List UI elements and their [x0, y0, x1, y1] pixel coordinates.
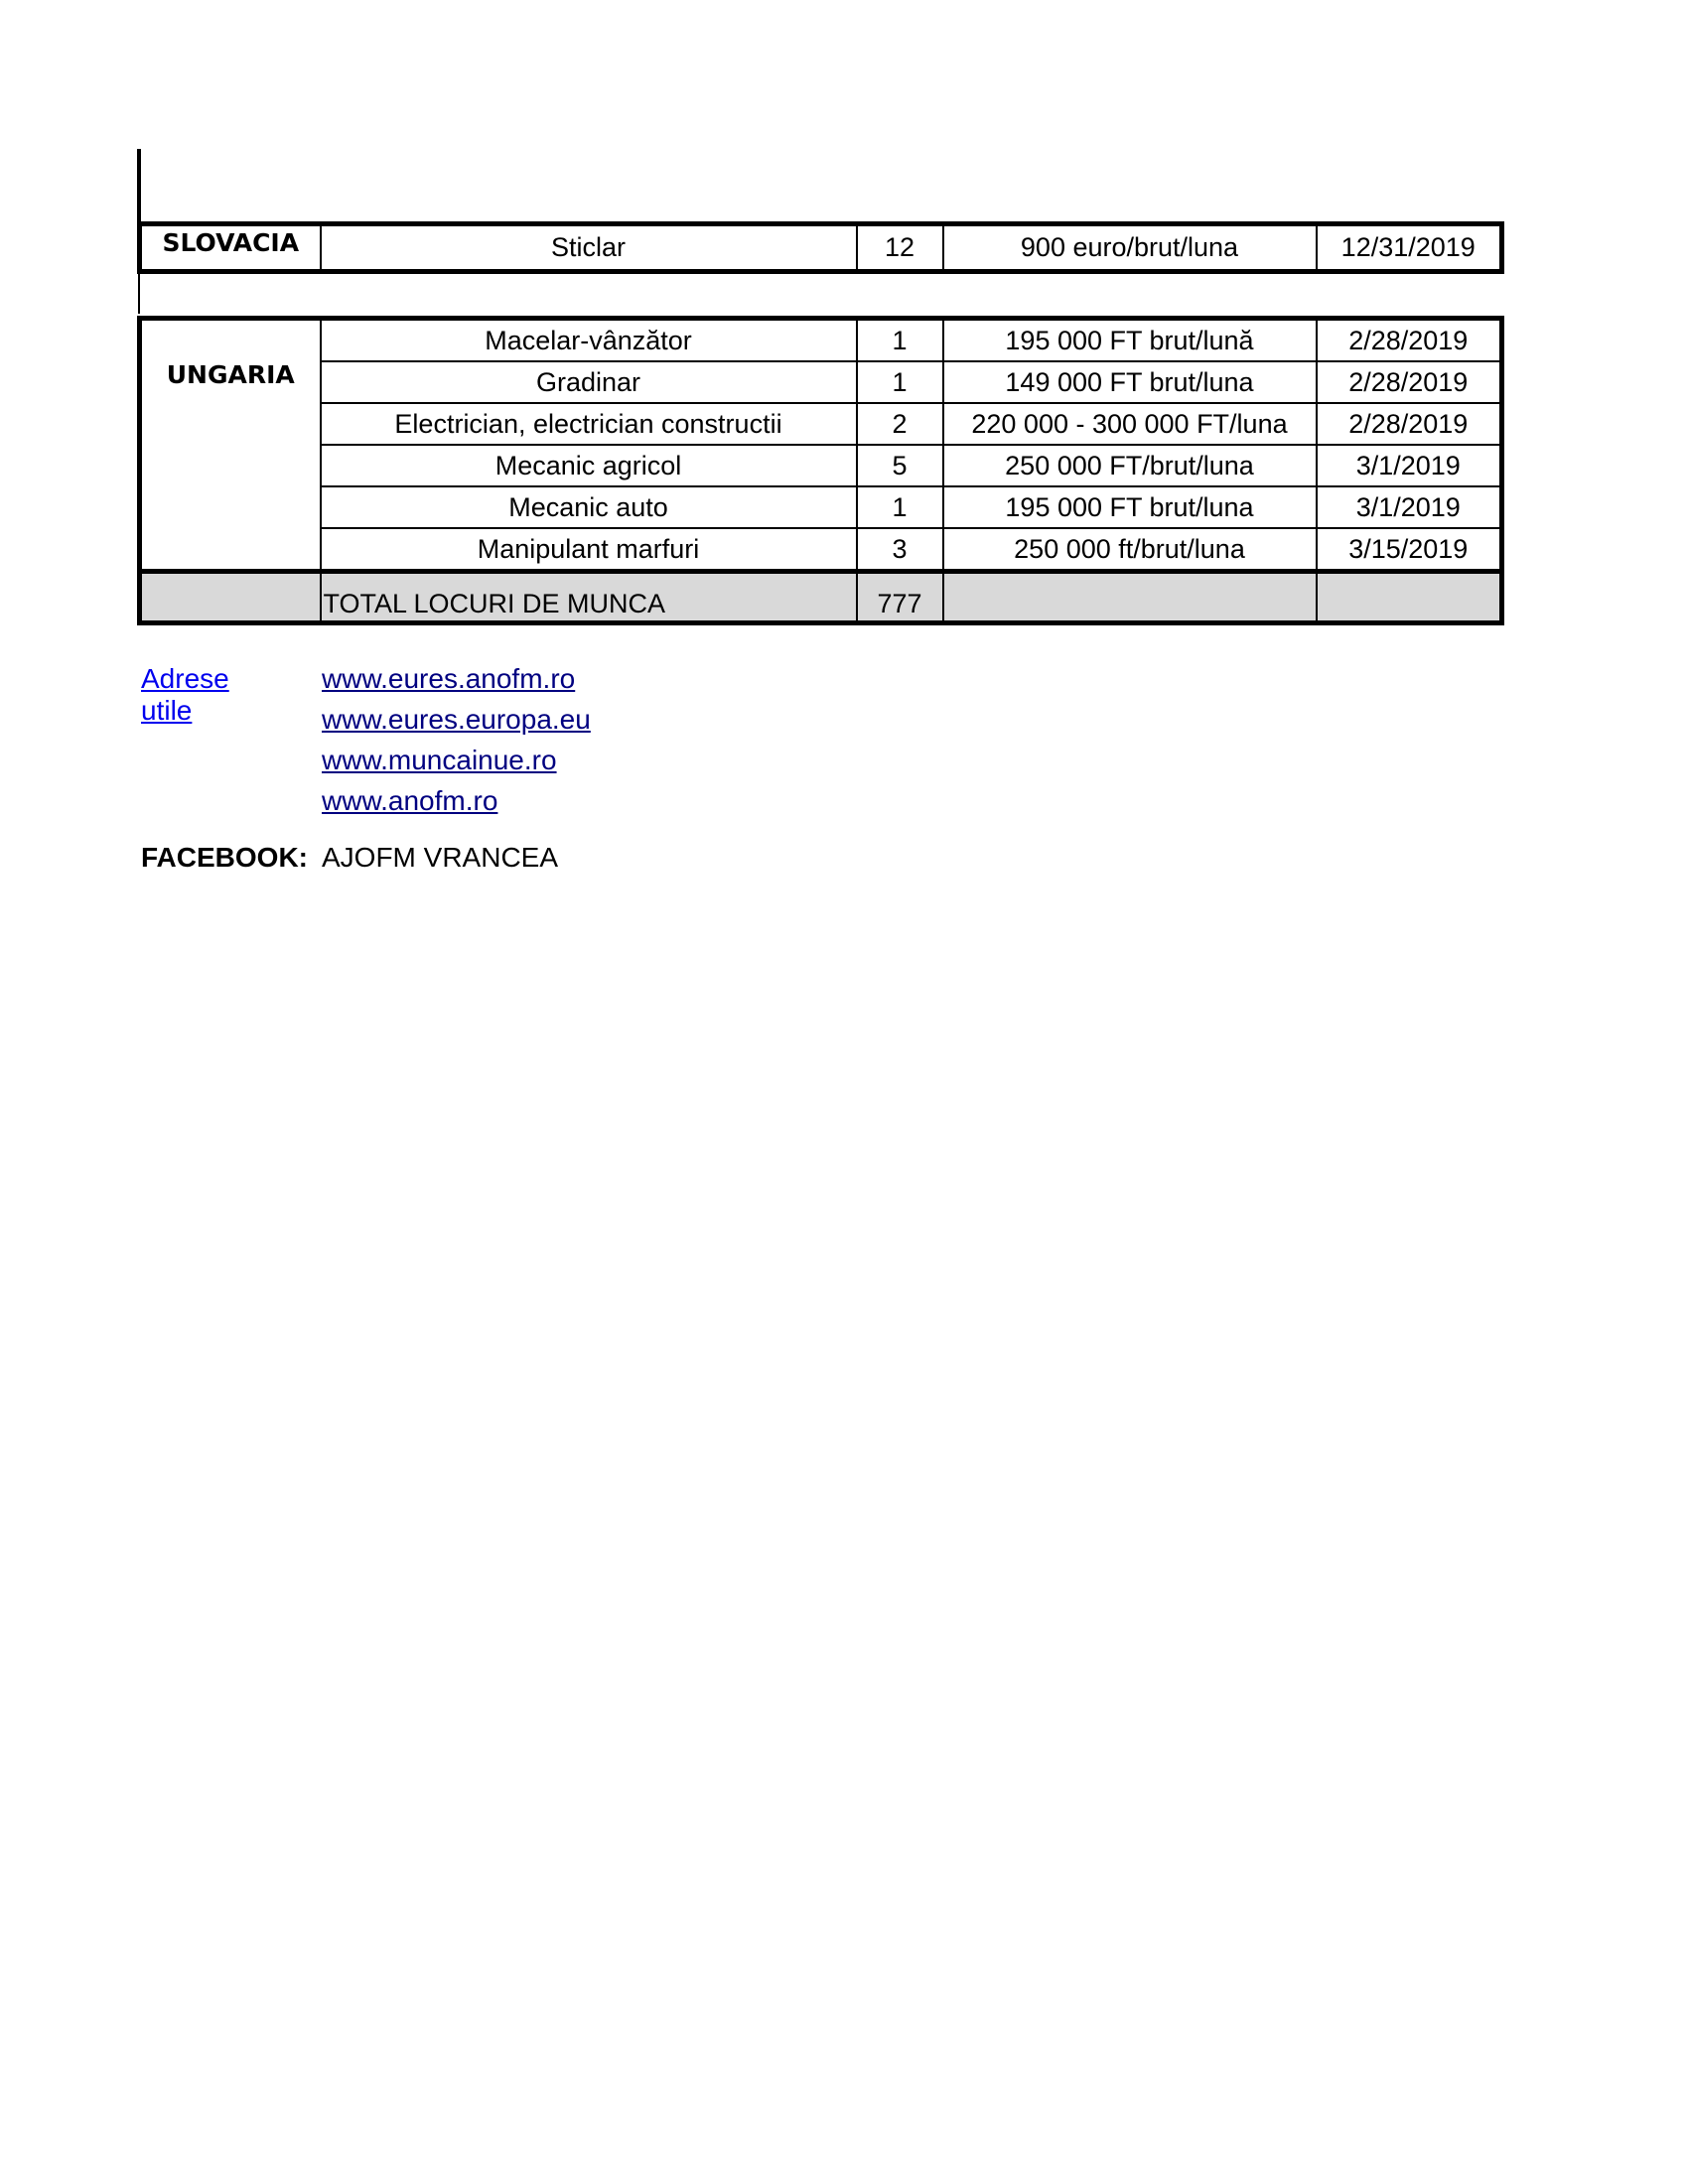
count-cell: 2	[857, 403, 943, 445]
salary-cell: 900 euro/brut/luna	[943, 224, 1317, 272]
table-row	[140, 319, 1502, 362]
job-cell: Manipulant marfuri	[321, 528, 857, 572]
salary-cell: 220 000 - 300 000 FT/luna	[943, 403, 1317, 445]
country-cell: SLOVACIA	[140, 224, 321, 272]
url-eures-anofm-link[interactable]: www.eures.anofm.ro	[322, 663, 576, 694]
salary-cell: 250 000 FT/brut/luna	[943, 445, 1317, 486]
country-cell: UNGARIA	[140, 319, 321, 572]
table-row	[140, 224, 1502, 272]
url-anofm-link[interactable]: www.anofm.ro	[322, 785, 498, 816]
total-label: TOTAL LOCURI DE MUNCA	[321, 572, 857, 623]
job-cell: Mecanic agricol	[321, 445, 857, 486]
total-empty-cell	[943, 572, 1317, 623]
count-cell: 12	[857, 224, 943, 272]
count-cell: 5	[857, 445, 943, 486]
ungaria-table	[137, 316, 1504, 625]
total-row	[140, 572, 1502, 623]
table-row	[140, 528, 1502, 572]
left-border-rule	[137, 149, 141, 223]
date-cell: 2/28/2019	[1317, 403, 1502, 445]
job-cell: Electrician, electrician constructii	[321, 403, 857, 445]
url-muncainue-link[interactable]: www.muncainue.ro	[322, 745, 557, 775]
date-cell: 3/1/2019	[1317, 445, 1502, 486]
job-cell: Gradinar	[321, 361, 857, 403]
slovacia-table	[137, 221, 1504, 274]
useful-addresses-link[interactable]: Adrese utile	[141, 663, 229, 726]
url-eures-europa-link[interactable]: www.eures.europa.eu	[322, 704, 591, 735]
salary-cell: 250 000 ft/brut/luna	[943, 528, 1317, 572]
date-cell: 2/28/2019	[1317, 361, 1502, 403]
salary-cell: 149 000 FT brut/luna	[943, 361, 1317, 403]
total-empty-cell	[1317, 572, 1502, 623]
count-cell: 1	[857, 319, 943, 362]
table-row	[140, 361, 1502, 403]
job-cell: Macelar-vânzător	[321, 319, 857, 362]
count-cell: 1	[857, 361, 943, 403]
date-cell: 3/1/2019	[1317, 486, 1502, 528]
table-row	[140, 403, 1502, 445]
job-cell: Mecanic auto	[321, 486, 857, 528]
total-count: 777	[857, 572, 943, 623]
total-empty-cell	[140, 572, 321, 623]
date-cell: 2/28/2019	[1317, 319, 1502, 362]
facebook-value: AJOFM VRANCEA	[322, 842, 559, 873]
salary-cell: 195 000 FT brut/lună	[943, 319, 1317, 362]
date-cell: 12/31/2019	[1317, 224, 1502, 272]
date-cell: 3/15/2019	[1317, 528, 1502, 572]
facebook-line	[141, 842, 559, 874]
left-border-rule	[138, 270, 140, 314]
count-cell: 1	[857, 486, 943, 528]
count-cell: 3	[857, 528, 943, 572]
table-row	[140, 486, 1502, 528]
job-cell: Sticlar	[321, 224, 857, 272]
table-row	[140, 445, 1502, 486]
facebook-label: FACEBOOK:	[141, 842, 308, 873]
salary-cell: 195 000 FT brut/luna	[943, 486, 1317, 528]
